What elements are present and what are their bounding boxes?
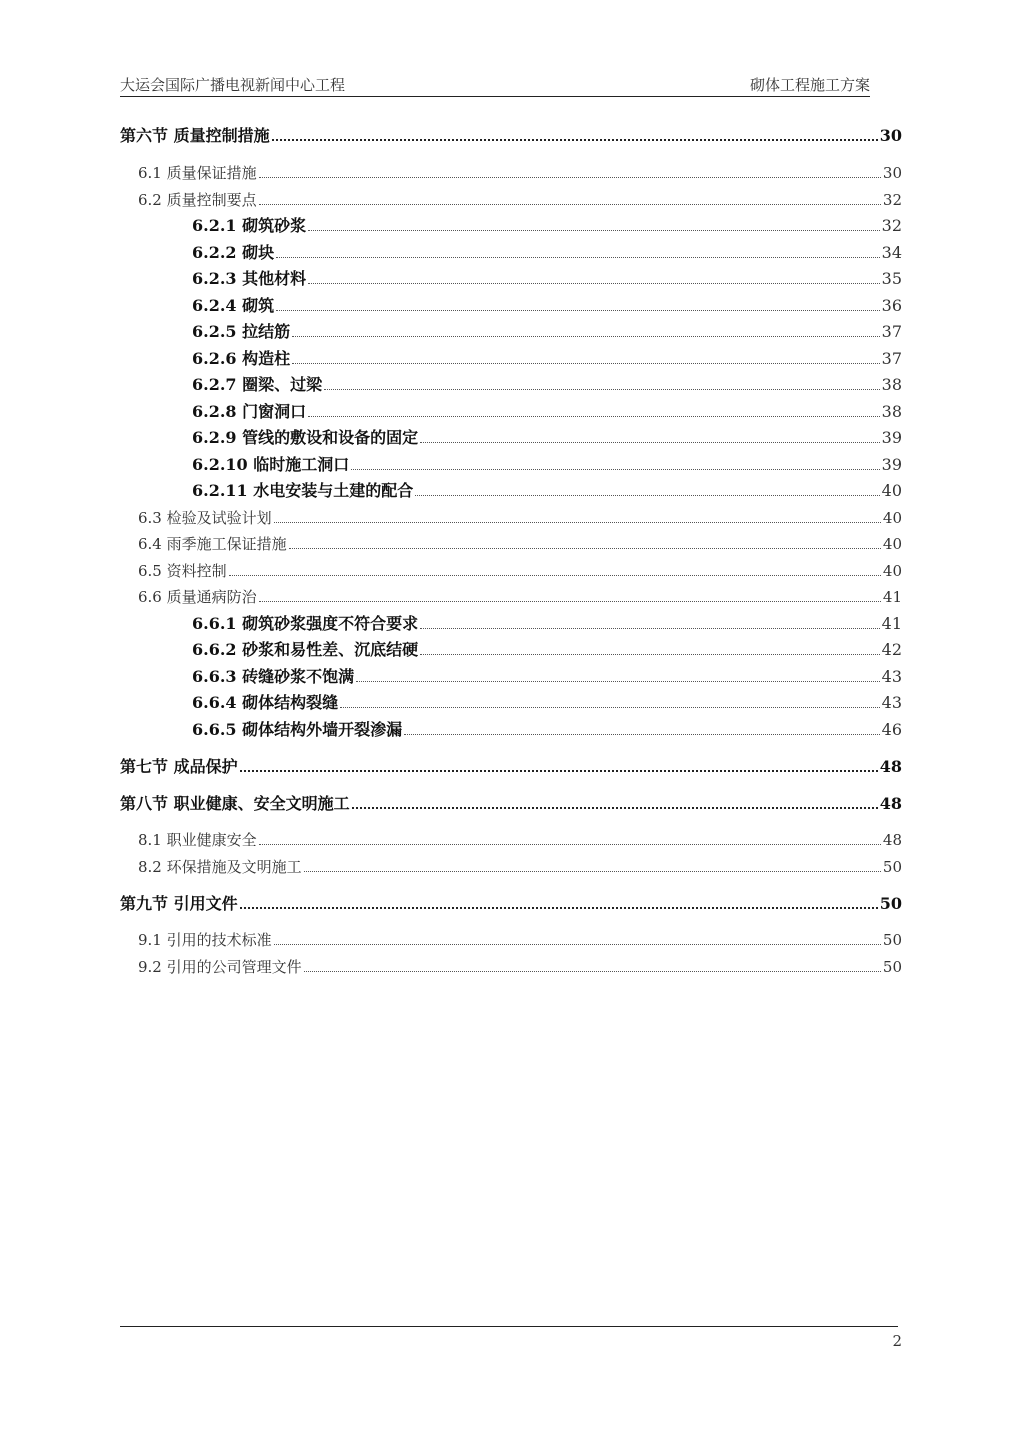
toc-entry-title: 6.4 雨季施工保证措施 [138,535,287,553]
toc-entry-title: 6.3 检验及试验计划 [138,509,272,527]
toc-leader-dots [420,442,880,443]
toc-entry-title: 第九节 引用文件 [120,894,238,913]
toc-leader-dots [351,469,879,470]
toc-entry-page: 38 [881,375,902,394]
toc-entry[interactable] [138,162,902,184]
toc-entry-page: 46 [881,720,902,739]
toc-entry-title: 6.2.5 拉结筋 [192,322,291,341]
toc-entry-page: 37 [881,349,902,368]
toc-entry-title: 6.6.1 砌筑砂浆强度不符合要求 [192,614,419,633]
toc-entry-page: 39 [881,428,902,447]
toc-entry-page: 50 [882,958,902,976]
toc-entry[interactable] [192,401,902,423]
toc-leader-dots [404,734,880,735]
toc-entry-title: 6.2.3 其他材料 [192,269,307,288]
toc-entry-page: 48 [879,757,902,776]
toc-entry[interactable] [138,507,902,529]
toc-leader-dots [356,681,880,682]
toc-entry-page: 50 [879,894,902,913]
header-document-title: 砌体工程施工方案 [749,76,870,94]
page-header [120,70,870,97]
toc-leader-dots [420,628,880,629]
footer-divider [120,1326,898,1327]
toc-entry-title: 6.2.2 砌块 [192,243,275,262]
toc-leader-dots [240,770,878,772]
toc-entry[interactable] [192,454,902,476]
toc-entry[interactable] [120,793,902,815]
toc-entry[interactable] [120,893,902,915]
toc-entry[interactable] [192,242,902,264]
toc-leader-dots [308,230,880,231]
toc-entry-title: 6.5 资料控制 [138,562,227,580]
toc-entry-title: 6.2.6 构造柱 [192,349,291,368]
header-project-name: 大运会国际广播电视新闻中心工程 [120,76,346,94]
toc-entry-title: 6.2 质量控制要点 [138,191,257,209]
toc-entry-page: 30 [879,126,902,145]
toc-entry-page: 43 [881,667,902,686]
toc-entry-page: 32 [881,216,902,235]
toc-leader-dots [304,871,881,872]
toc-leader-dots [289,548,881,549]
page-number: 2 [892,1332,902,1350]
toc-leader-dots [259,177,881,178]
toc-entry-page: 37 [881,322,902,341]
toc-leader-dots [276,257,880,258]
toc-entry-page: 34 [881,243,902,262]
toc-entry-page: 43 [881,693,902,712]
toc-entry-title: 6.2.8 门窗洞口 [192,402,307,421]
toc-entry[interactable] [138,856,902,878]
toc-entry[interactable] [192,374,902,396]
toc-entry[interactable] [138,560,902,582]
toc-leader-dots [259,601,881,602]
toc-entry-title: 6.6.4 砌体结构裂缝 [192,693,339,712]
toc-leader-dots [304,971,881,972]
toc-entry[interactable] [192,613,902,635]
toc-leader-dots [276,310,880,311]
toc-entry-title: 9.2 引用的公司管理文件 [138,958,302,976]
toc-entry-page: 39 [881,455,902,474]
toc-entry-title: 6.6.2 砂浆和易性差、沉底结硬 [192,640,419,659]
toc-leader-dots [420,654,880,655]
toc-entry-title: 6.2.11 水电安装与土建的配合 [192,481,414,500]
toc-entry-title: 6.6.5 砌体结构外墙开裂渗漏 [192,720,403,739]
toc-leader-dots [308,416,880,417]
toc-entry-page: 50 [882,931,902,949]
toc-entry-title: 8.2 环保措施及文明施工 [138,858,302,876]
toc-leader-dots [415,495,879,496]
toc-entry-page: 48 [879,794,902,813]
toc-entry-page: 40 [882,562,902,580]
toc-entry[interactable] [138,829,902,851]
toc-leader-dots [324,389,880,390]
toc-entry-title: 第八节 职业健康、安全文明施工 [120,794,350,813]
toc-entry[interactable] [192,348,902,370]
toc-entry-page: 35 [881,269,902,288]
toc-entry-title: 第七节 成品保护 [120,757,238,776]
toc-entry-page: 32 [882,191,902,209]
toc-entry[interactable] [192,321,902,343]
toc-leader-dots [340,707,880,708]
toc-leader-dots [352,807,878,809]
toc-entry-title: 8.1 职业健康安全 [138,831,257,849]
toc-entry-page: 48 [882,831,902,849]
toc-entry[interactable] [120,125,902,147]
toc-leader-dots [229,575,881,576]
toc-leader-dots [274,522,881,523]
toc-leader-dots [274,944,881,945]
toc-entry-title: 6.2.1 砌筑砂浆 [192,216,307,235]
toc-leader-dots [292,336,880,337]
toc-entry-title: 6.1 质量保证措施 [138,164,257,182]
toc-entry-page: 40 [882,509,902,527]
toc-entry-title: 6.6 质量通病防治 [138,588,257,606]
toc-entry[interactable] [192,639,902,661]
toc-entry[interactable] [192,215,902,237]
toc-entry[interactable] [192,692,902,714]
toc-entry-page: 30 [882,164,902,182]
toc-leader-dots [272,139,878,141]
toc-entry-title: 第六节 质量控制措施 [120,126,270,145]
toc-entry-page: 50 [882,858,902,876]
toc-entry[interactable] [192,427,902,449]
toc-entry-title: 6.2.10 临时施工洞口 [192,455,350,474]
toc-leader-dots [308,283,880,284]
toc-entry-title: 6.2.7 圈梁、过梁 [192,375,323,394]
toc-leader-dots [292,363,880,364]
toc-leader-dots [259,844,881,845]
toc-entry-page: 36 [881,296,902,315]
toc-entry-page: 40 [882,535,902,553]
toc-leader-dots [259,204,881,205]
toc-entry[interactable] [138,533,902,555]
toc-entry[interactable] [138,189,902,211]
toc-entry[interactable] [138,956,902,978]
toc-entry-page: 38 [881,402,902,421]
toc-entry-page: 41 [882,588,902,606]
toc-entry[interactable] [192,268,902,290]
toc-entry-title: 6.2.4 砌筑 [192,296,275,315]
toc-entry[interactable] [192,295,902,317]
toc-entry[interactable] [138,929,902,951]
toc-entry[interactable] [192,480,902,502]
toc-entry-page: 41 [881,614,902,633]
toc-entry-title: 6.2.9 管线的敷设和设备的固定 [192,428,419,447]
toc-entry[interactable] [120,756,902,778]
toc-entry[interactable] [192,719,902,741]
toc-entry-title: 9.1 引用的技术标准 [138,931,272,949]
toc-entry-title: 6.6.3 砖缝砂浆不饱满 [192,667,355,686]
toc-leader-dots [240,907,878,909]
toc-entry-page: 40 [881,481,902,500]
toc-entry[interactable] [192,666,902,688]
toc-entry[interactable] [138,586,902,608]
toc-entry-page: 42 [881,640,902,659]
